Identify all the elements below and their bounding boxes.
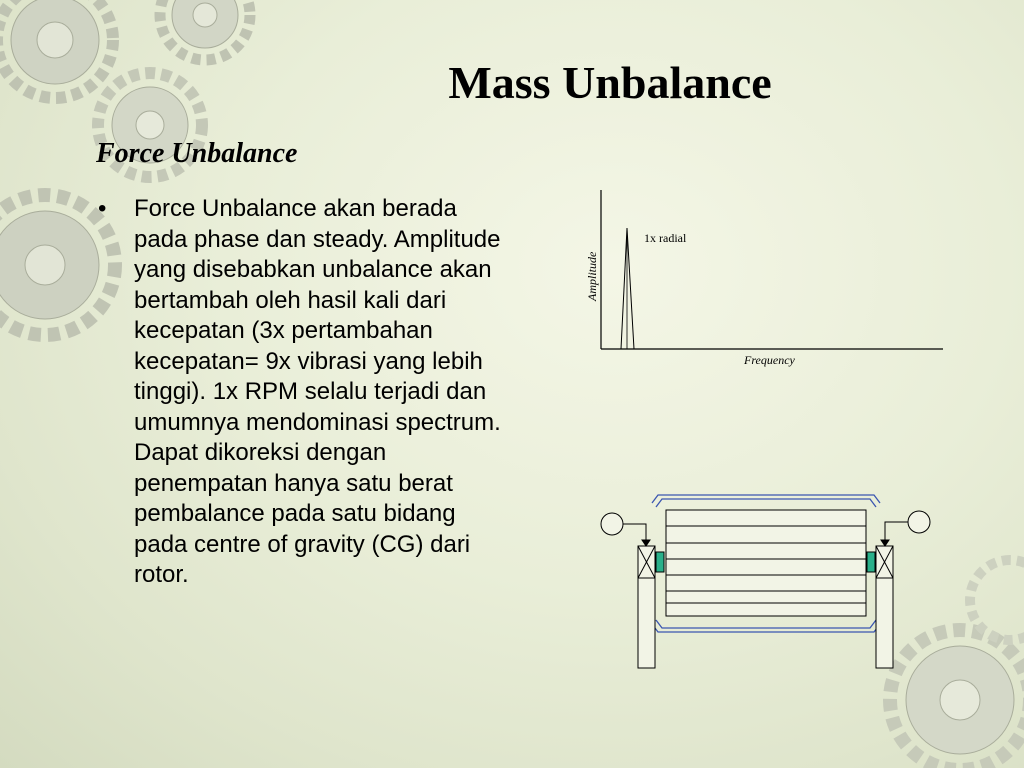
right-bearing bbox=[876, 546, 893, 668]
peak-line bbox=[621, 228, 634, 349]
right-balance-weight bbox=[867, 552, 875, 572]
bullet-item-text: Force Unbalance akan berada pada phase dan steady. Amplitude yang disebabkan unbalance akan bertambah oleh hasil kali dari kecepatan (3x pertambahan kecepatan= 9x vibrasi yang lebih tinggi). 1x RPM selalu terjadi dan umumnya mendominasi spectrum. Dapat dikoreksi dengan penempatan hanya satu berat pembalance pada satu bidang pada centre of gravity (CG) dari rotor. bbox=[134, 195, 501, 588]
slide-subtitle: Force Unbalance bbox=[96, 138, 298, 169]
slide-title: Mass Unbalance bbox=[448, 57, 772, 108]
bullet-list bbox=[98, 194, 518, 591]
left-balance-weight bbox=[656, 552, 664, 572]
peak-label: 1x radial bbox=[644, 231, 687, 245]
rotor-body bbox=[666, 510, 866, 616]
spectrum-figure bbox=[578, 188, 948, 373]
rotor-diagram bbox=[596, 490, 941, 675]
y-axis-label: Amplitude bbox=[585, 251, 599, 301]
left-sensor-icon bbox=[601, 513, 650, 546]
right-sensor-icon bbox=[881, 511, 930, 546]
x-axis-label: Frequency bbox=[744, 353, 795, 367]
left-bearing bbox=[638, 546, 655, 668]
bullet-dot-icon: • bbox=[98, 195, 107, 222]
